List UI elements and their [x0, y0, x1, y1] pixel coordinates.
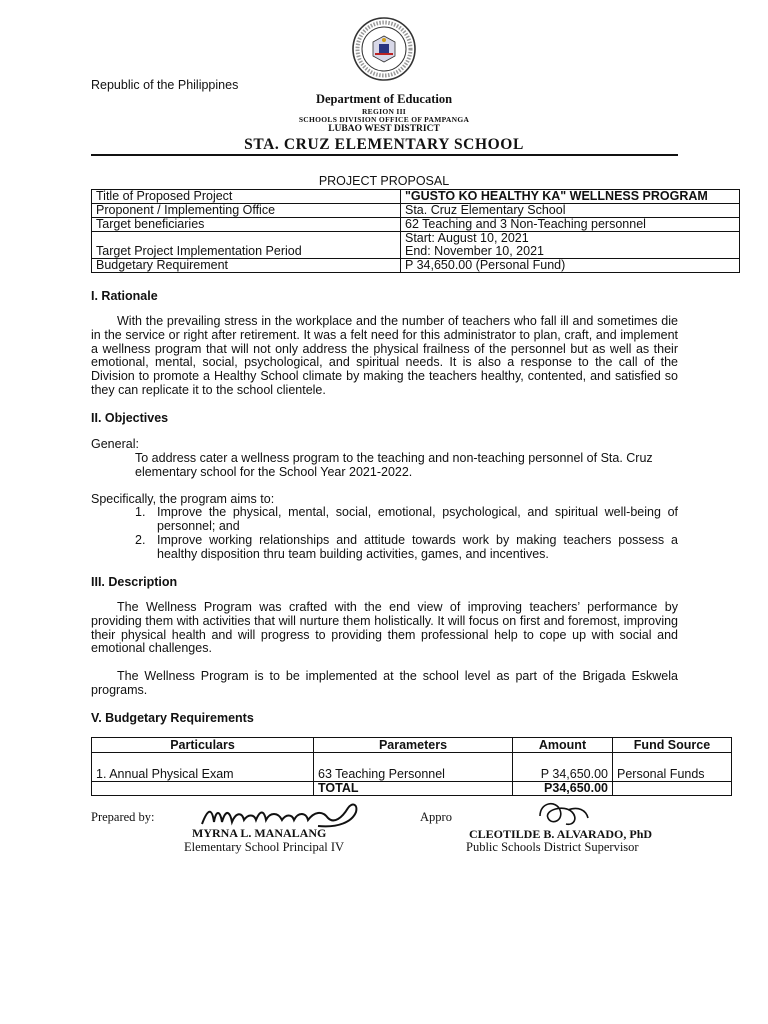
department-name: Department of Education: [315, 92, 453, 106]
republic-line: Republic of the Philippines: [91, 78, 239, 92]
division-name: SCHOOLS DIVISION OFFICE OF PAMPANGA: [298, 115, 470, 124]
proposal-label: Title of Proposed Project: [92, 190, 401, 204]
list-number: 2.: [135, 533, 146, 547]
table-row: [92, 259, 740, 273]
table-row: [92, 753, 732, 782]
proposal-value: 62 Teaching and 3 Non-Teaching personnel: [401, 218, 740, 232]
prepared-by-name: MYRNA L. MANALANG: [192, 826, 327, 840]
parameter-cell: 63 Teaching Personnel: [314, 753, 513, 782]
budget-heading: V. Budgetary Requirements: [91, 711, 254, 725]
particular-cell: 1. Annual Physical Exam: [92, 753, 314, 782]
approved-by-label: Appro: [420, 810, 452, 824]
table-row: [92, 218, 740, 232]
empty-cell: [92, 782, 314, 796]
column-header: Fund Source: [613, 738, 732, 753]
list-text: Improve the physical, mental, social, emotional, psychological, and spiritual well-being of personnel; and: [157, 505, 678, 533]
proposal-label: Budgetary Requirement: [92, 259, 401, 273]
column-header: Particulars: [92, 738, 314, 753]
list-number: 1.: [135, 505, 146, 519]
approved-by-name: CLEOTILDE B. ALVARADO, PhD: [469, 827, 653, 841]
budget-table: [91, 737, 732, 796]
proposal-value: "GUSTO KO HEALTHY KA" WELLNESS PROGRAM: [401, 190, 740, 204]
total-label: TOTAL: [314, 782, 513, 796]
general-objective: To address cater a wellness program to the teaching and non-teaching personnel of Sta. Cruz elementary school for the School Year 2021-2022.: [135, 451, 653, 479]
table-row: [92, 232, 740, 259]
empty-cell: [613, 782, 732, 796]
proposal-heading: PROJECT PROPOSAL: [318, 174, 450, 188]
table-header-row: [92, 738, 732, 753]
column-header: Parameters: [314, 738, 513, 753]
rationale-text: With the prevailing stress in the workplace and the number of teachers who fall ill and sometimes die in the service or right after retirement. It was a felt need for this administrator to plan, craft, and implement a wellness program that will not only address the physical frailness of the personnel but as well as their emotional, mental, social, psychological, and spiritual needs. It is also a response to the call of the Division to promote a Healthy School climate by making the teachers healthy, contented, and satisfied so they can replicate it to the school clientele.: [91, 314, 678, 397]
prepared-by-label: Prepared by:: [91, 810, 155, 824]
description-heading: III. Description: [91, 575, 178, 589]
proposal-label: Target beneficiaries: [92, 218, 401, 232]
district-name: LUBAO WEST DISTRICT: [328, 124, 440, 134]
specific-label: Specifically, the program aims to:: [91, 492, 275, 506]
general-label: General:: [91, 437, 139, 451]
column-header: Amount: [513, 738, 613, 753]
proposal-info-table: [91, 189, 740, 273]
region-name: REGION III: [361, 107, 407, 116]
table-row: [92, 204, 740, 218]
list-text: Improve working relationships and attitude towards work by making teachers possess a healthy disposition thru team building activities, games, and incentives.: [157, 533, 678, 561]
description-paragraph-1: The Wellness Program was crafted with the end view of improving teachers’ performance by providing them with activities that will nurture them holistically. It will focus on first and foremost, improving their physical health and will progress to providing them professional help to cope up with social and emotional challenges.: [91, 600, 678, 656]
proposal-label: Proponent / Implementing Office: [92, 204, 401, 218]
description-paragraph-2: The Wellness Program is to be implemented at the school level as part of the Brigada Eskwela programs.: [91, 669, 678, 697]
school-name: STA. CRUZ ELEMENTARY SCHOOL: [244, 136, 524, 153]
table-row: [92, 190, 740, 204]
period-start: Start: August 10, 2021: [405, 231, 529, 245]
deped-seal-icon: [351, 16, 417, 82]
proposal-value: [401, 232, 740, 259]
prepared-by-title: Elementary School Principal IV: [184, 840, 345, 854]
amount-cell: P 34,650.00: [513, 753, 613, 782]
rationale-heading: I. Rationale: [91, 289, 158, 303]
header-divider: [91, 154, 678, 156]
total-amount: P34,650.00: [513, 782, 613, 796]
objectives-heading: II. Objectives: [91, 411, 169, 425]
fund-source-cell: Personal Funds: [613, 753, 732, 782]
proposal-label: Target Project Implementation Period: [92, 232, 401, 259]
total-row: [92, 782, 732, 796]
approved-by-title: Public Schools District Supervisor: [466, 840, 639, 854]
proposal-value: Sta. Cruz Elementary School: [401, 204, 740, 218]
proposal-value: P 34,650.00 (Personal Fund): [401, 259, 740, 273]
period-end: End: November 10, 2021: [405, 244, 544, 258]
